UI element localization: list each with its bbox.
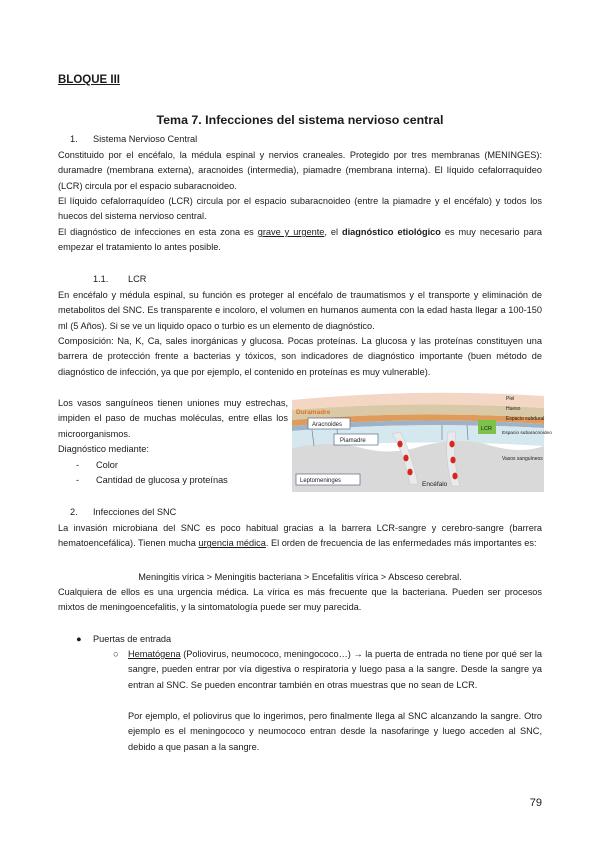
section2-heading: Infecciones del SNC [93,507,177,517]
section11-heading: LCR [128,274,147,284]
para3-underline: grave y urgente [257,227,325,237]
para3-text-b: , el [324,227,342,237]
s2-para1-text-b: . El orden de frecuencia de las enfermedades más importantes es: [265,538,537,549]
bullet-puertas: Puertas de entrada [93,634,172,644]
lcr-label: LCR [481,426,493,432]
para3-text-a: El diagnóstico de infecciones en esta zona es [58,227,258,237]
hematogena-underline: Hematógena [128,649,181,659]
diag-label: Diagnóstico mediante: [58,444,149,454]
section2-para2: Cualquiera de ellos es una urgencia médica. La vírica es más frecuente que la bacteriana. Pueden ser procesos mixtos de meningoencefalitis, y la sintomatología puede ser muy parecida. [58,587,542,613]
list-item-color: Color [96,460,118,470]
list-dash-2: - [76,475,80,485]
piamadre-label: Piamadre [340,438,366,444]
section1-para3 [58,225,542,256]
hematogena-para [128,647,542,693]
section11-para1: En encéfalo y médula espinal, su función es proteger al encéfalo de traumatismos y el transporte y eliminación de metabolitos del SNC. Es transparente e incoloro, el volumen en humanos aumenta con la edad hasta llegar a 100-150 ml (5 Años). Si se ve un liquido opaco o turbio es un elemento de diagnóstico. [58,290,542,331]
vasos-label: Vasos sanguíneos [502,456,543,462]
tema-title: Tema 7. Infecciones del sistema nervioso central [156,113,444,127]
section1-number: 1. [70,134,78,144]
disease-order: Meningitis vírica > Meningitis bacteriana > Encefalitis vírica > Absceso cerebral. [138,572,462,582]
encefalo-label: Encéfalo [422,481,448,488]
s2-para1-underline: urgencia médica [198,538,266,549]
section2-number: 2. [70,507,78,517]
para3-text-c: es muy necesario para empezar el tratamiento lo antes posible. [58,227,543,253]
s2-para1-text-a: La invasión microbiana del SNC es poco habitual gracias a la barrera LCR-sangre y cerebro-sangre (barrera hematoencefálica). Tienen mucha [58,523,542,549]
hueso-label: Hueso [506,406,521,412]
poliovirus-para: Por ejemplo, el poliovirus que lo ingerimos, pero finalmente llega al SNC alcanzando la sangre. Otro ejemplo es el meningococo y neumococo entran desde la nasofaringe y luego acceden al SNC, debido a que pasan a la sangre. [128,711,542,752]
list-dash-1: - [76,460,80,470]
aracnoides-label: Aracnoides [312,422,343,428]
section1-heading: Sistema Nervioso Central [93,134,198,144]
list-item-glucose: Cantidad de glucosa y proteínas [96,475,228,485]
section11-para3: Los vasos sanguíneos tienen uniones muy estrechas, impiden el paso de muchas moléculas, entre ellas los microorganismos. [58,398,288,439]
espacio-subdural-label: Espacio subdural [506,416,545,422]
duramadre-label: Duramadre [296,409,331,416]
page-number: 79 [529,797,542,809]
section2-para1 [58,521,542,552]
piel-label: Piel [506,396,515,402]
espacio-subaracnoideo-label: Espacio subaracnoideo [502,431,552,436]
hematogena-text: (Poliovirus, neumococo, meningococo…) → la puerta de entrada no tiene por qué ser la sangre, pueden entrar por vía digestiva o respiratoria y luego pasa a la sangre. Desde la sangre ya entran al SNC. Se pueden encontrar también en otras muestras que no sean de LCR. [128,649,542,690]
section1-para2: El líquido cefalorraquídeo (LCR) circula por el espacio subaracnoideo (entre la piamadre y el encéfalo) y todos los huecos del sistema nervioso central. [58,196,542,222]
para3-bold: diagnóstico etiológico [341,227,441,237]
leptomeninges-label: Leptomeninges [300,478,342,484]
bullet-dot: ● [76,634,82,644]
sub-bullet-circle: ○ [113,649,119,659]
section1-para1: Constituido por el encéfalo, la médula espinal y nervios craneales. Protegido por tres membranas (MENINGES): duramadre (membrana externa), aracnoides (intermedia), piamadre (membrana interna). El líquido cefalorraquídeo (LCR) circula por el espacio subaracnoideo. [58,150,542,191]
section11-para2: Composición: Na, K, Ca, sales inorgánicas y glucosa. Pocas proteínas. La glucosa y las proteínas constituyen una barrera de protección frente a bacterias y tóxicos, son indicadores de diagnóstico importante (buen método de diagnóstico de infección, ya que por ejemplo, el contenido en proteínas es muy vulnerable). [58,336,542,377]
block-title: BLOQUE III [58,74,120,86]
section11-number: 1.1. [93,274,109,284]
meninges-diagram [292,388,552,492]
